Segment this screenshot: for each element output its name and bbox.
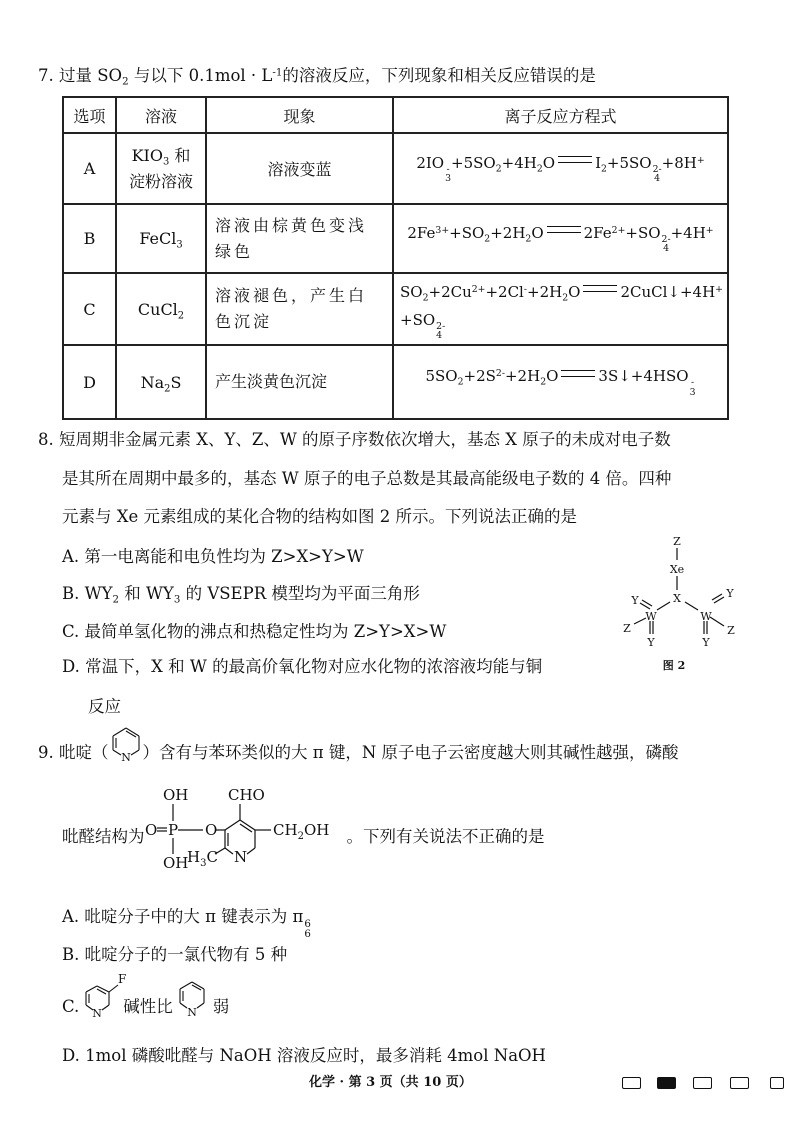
page-footer: 化学 · 第 3 页（共 10 页） [309,1075,472,1090]
row-solution: CuCl$_2$ [116,273,206,345]
atom-w-right: W [700,610,712,623]
q9-option-d: D. 1mol 磷酸吡醛与 NaOH 溶液反应时，最多消耗 4mol NaOH [62,1046,546,1065]
row-option: D [63,345,116,419]
row-option: C [63,273,116,345]
atom-y-upper-left: Y [631,594,639,607]
equals-sign [583,285,617,292]
q7-number: 7. [38,66,54,85]
oh-bottom: OH [162,854,188,872]
footer-marker-box [770,1077,784,1089]
row-phenomenon: 溶液由棕黄色变浅绿色 [206,204,393,273]
pyridoxal-phosphate-structure [144,786,347,872]
row-phenomenon: 产生淡黄色沉淀 [206,345,393,419]
equals-sign [547,226,581,233]
row-option: A [63,133,116,204]
table-row [63,345,728,419]
q9-option-b: B. 吡啶分子的一氯代物有 5 种 [62,945,288,964]
atom-w-left: W [645,610,657,623]
pyridoxal-phosphate-diagram [145,782,347,872]
pyridine-ring-icon [177,974,209,1018]
atom-y-upper-right: Y [726,587,734,600]
q9-stem-line2: 吡醛结构为 O P OH OH O CHO $CH_2OH$ $H_3C$ N 。下列有关说法不正确的是 [62,822,545,847]
atom-p: P [167,821,178,839]
atom-x: X [673,592,681,605]
table-header-row [63,97,728,133]
atom-z-right: Z [727,624,735,637]
atom-n: N [233,848,247,866]
q8-stem-line3: 元素与 Xe 元素组成的某化合物的结构如图 2 所示。下列说法正确的是 [62,507,577,526]
svg-text:N: N [120,751,131,764]
q9-number: 9. [38,743,54,762]
row-equation: $2Fe^{3+}+SO_2+2H_2O$ $2Fe^{2+}+SO$ 2- 4 +4H+ [393,204,728,273]
equals-sign [561,370,595,377]
svg-text:N: N [92,1007,103,1020]
pyridine-structure [109,738,143,764]
table-row [63,204,728,273]
row-solution: $Na_2S$ [116,345,206,419]
q8-option-d-line1: D. 常温下，X 和 W 的最高价氧化物对应水化物的浓溶液均能与铜 [62,657,543,676]
q9-stem-line1: 9. 吡啶（ N ）含有与苯环类似的大 π 键，N 原子电子云密度越大则其碱性越强，磷酸 [38,738,679,763]
bond-wright-z [710,617,724,626]
row-solution: $KIO_3$ 和 淀粉溶液 [116,133,206,204]
row-option: B [63,204,116,273]
q9-option-a: A. 吡啶分子中的大 π 键表示为 π 6 6 [62,907,311,940]
q8-option-a: A. 第一电离能和电负性均为 Z>X>Y>W [62,547,364,566]
q7-table [62,96,729,420]
atom-z-left: Z [623,622,631,635]
row-equation: $SO_2+2Cu^{2+}+2Cl^-+2H_2O$ 2CuCl↓+4H+ +SO 2- 4 [393,273,728,345]
equals-sign [558,156,592,163]
header-solution: 溶液 [116,97,206,133]
group-h3c: $H_3C$ [186,848,218,869]
header-phenomenon: 现象 [206,97,393,133]
q8-stem-line1: 8. 短周期非金属元素 X、Y、Z、W 的原子序数依次增大，基态 X 原子的未成对电子数 [38,430,671,449]
footer-marker-box [693,1077,712,1089]
atom-z-top: Z [673,535,681,548]
bond-z-wleft [634,618,646,624]
bond-x-wleft [657,602,670,610]
q8-option-b: B. $WY_2$ 和 $WY_3$ 的 VSEPR 模型均为平面三角形 [62,584,420,606]
svg-text:F: F [118,972,127,986]
footer-marker-box-filled [657,1077,676,1089]
atom-o-double: O [144,821,157,839]
svg-text:N: N [186,1006,197,1019]
q8-number: 8. [38,430,54,449]
q8-option-d-line2: 反应 [88,697,121,716]
q8-stem-line2: 是其所在周期中最多的，基态 W 原子的电子总数是其最高能级电子数的 4 倍。四种 [62,469,672,488]
atom-y-bottom-right: Y [702,636,710,649]
xe-compound-diagram [610,530,790,675]
atom-o-link: O [204,821,217,839]
fluoropyridine-structure [83,972,127,1020]
figure-caption: 图 2 [662,659,686,672]
pyridine-structure-compare [177,992,209,1019]
q8-option-c: C. 最简单氢化物的沸点和热稳定性均为 Z>Y>X>W [62,622,447,641]
row-solution: FeCl$_3$ [116,204,206,273]
group-ch2oh: $CH_2OH$ [272,821,329,842]
3-fluoropyridine-icon [83,972,127,1020]
pyridine-ring-icon [109,726,143,762]
table-row [63,133,728,204]
atom-y-bottom-left: Y [647,636,655,649]
q9-option-c: C. F N 碱性比 N 弱 [62,972,230,1020]
header-option: 选项 [63,97,116,133]
row-equation: 2IO - 3 $+5SO_2+4H_2O$ $I_2+5SO$ 2- 4 +8H+ [393,133,728,204]
table-row [63,273,728,345]
row-phenomenon: 溶液褪色，产生白色沉淀 [206,273,393,345]
figure-2-structure [610,530,790,675]
bond-x-wright [685,602,698,610]
atom-xe: Xe [669,563,685,576]
footer-marker-box [622,1077,641,1089]
q7-stem: 7. 过量 $SO_2$ 与以下 $0.1mol \cdot L^{-1}$的溶液反应，下列现象和相关反应错误的是 [38,66,596,88]
group-cho: CHO [227,786,265,804]
row-equation: $5SO_2+2S^{2-}+2H_2O$ 3S↓+4HSO - 3 [393,345,728,419]
oh-top: OH [162,786,188,804]
footer-marker-box [730,1077,749,1089]
header-equation: 离子反应方程式 [393,97,728,133]
row-phenomenon: 溶液变蓝 [206,133,393,204]
